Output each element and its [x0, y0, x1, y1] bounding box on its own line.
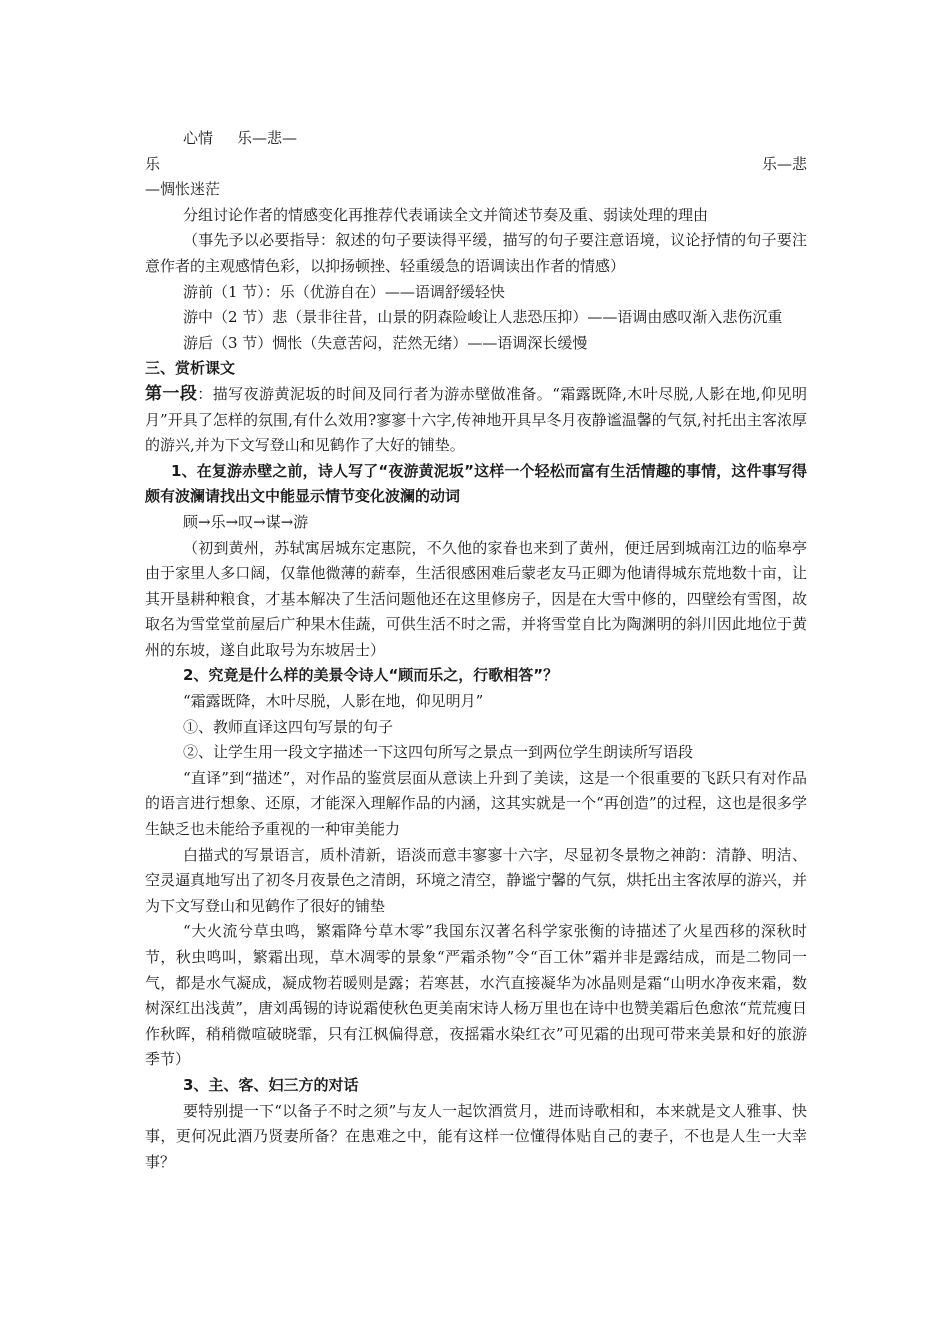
question-two-paragraph-one: “直译”到“描述”，对作品的鉴赏层面从意读上升到了美读，这是一个很重要的飞跃只有对作品的语言进行想象、还原，才能深入理解作品的内涵，这其实就是一个“再创造”的过程，这也是很多学生缺乏也未能给予重视的一种审美能力: [145, 768, 807, 839]
question-one-verbs: 顾→乐→叹→谋→游: [183, 512, 309, 531]
question-two-quote: “霜露既降，木叶尽脱，人影在地，仰见明月”: [183, 692, 484, 711]
section-after-tour: 游后（3 节）惆怅（失意苦闷，茫然无绪）——语调深长缓慢: [183, 333, 588, 352]
reading-guidance: （事先予以必要指导：叙述的句子要读得平缓，描写的句子要注意语境，议论抒情的句子要注意作者的主观感情色彩，以抑扬顿挫、轻重缓急的语调读出作者的情感）: [145, 231, 807, 275]
question-two-paragraph-two: 白描式的写景语言，质朴清新，语淡而意丰寥寥十六字，尽显初冬景物之神韵：清静、明洁、空灵逼真地写出了初冬月夜景色之清朗，环境之清空，静谧宁馨的气氛，烘托出主客浓厚的游兴，并为下文写登山和见鹤作了很好的铺垫: [145, 845, 807, 915]
question-one-note: （初到黄州，苏轼寓居城东定惠院，不久他的家眷也来到了黄州，便迁居到城南江边的临皋亭由于家里人多口阔，仅靠他微薄的薪奉，生活很感困难后蒙老友马正卿为他请得城东荒地数十亩，让其开垦耕种粮食，才基本解决了生活问题他还在这里修房子，因是在大雪中修的，四壁绘有雪图，故取名为雪堂堂前屋后广种果木佳蔬，可供生活不时之需，并将雪堂自比为陶渊明的斜川因此地位于黄州的东坡，遂自此取号为东坡居士）: [145, 538, 807, 659]
mood-right: 乐—悲: [761, 154, 807, 173]
paragraph-one-text: ：描写夜游黄泥坂的时间及同行者为游赤壁做准备。“霜露既降,木叶尽脱,人影在地,仰见明月”开具了怎样的氛围,有什么效用?寥寥十六字,传神地开具早冬月夜静谧温馨的气氛,衬托出主客浓厚的游兴,并为下文写登山和见鹤作了大好的铺垫。: [145, 384, 807, 455]
mood-end: —惆怅迷茫: [145, 180, 221, 199]
question-one-heading: 1、在复游赤壁之前，诗人写了“夜游黄泥坂”这样一个轻松而富有生活情趣的事情，这件事写得颇有波澜请找出文中能显示情节变化波澜的动词: [145, 461, 807, 506]
question-three-paragraph: 要特别提一下“以备子不时之须”与友人一起饮酒赏月，进而诗歌相和，本来就是文人雅事、快事，更何况此酒乃贤妻所备？在患难之中，能有这样一位懂得体贴自己的妻子，不也是人生一大幸事？: [145, 1101, 807, 1171]
mood-sequence-start: 乐—悲—: [237, 129, 298, 147]
section-before-tour: 游前（1 节）：乐（优游自在）——语调舒缓轻快: [183, 282, 505, 301]
question-two-paragraph-three: “大火流兮草虫鸣，繁霜降兮草木零”我国东汉著名科学家张衡的诗描述了火星西移的深秋时节，秋虫鸣叫，繁霜出现，草木凋零的景象“严霜杀物”令“百工休”霜并非是露结成，而是二物同一气，都是水气凝成，凝成物若暖则是露；若寒甚，水汽直接凝华为冰晶则是霜“山明水净夜来霜，数树深红出浅黄”，唐刘禹锡的诗说霜使秋色更美南宋诗人杨万里也在诗中也赞美霜后色愈浓“荒荒瘦日作秋晖，稍稍微喧破晓霏，只有江枫偏得意，夜摇霜水染红衣”可见霜的出现可带来美景和好的旅游季节）: [145, 922, 807, 1069]
question-two-heading: 2、究竟是什么样的美景令诗人“顾而乐之，行歌相答”？: [183, 666, 559, 685]
section-heading: 三、赏析课文: [145, 359, 236, 378]
question-two-step-one: ①、教师直译这四句写景的句子: [183, 717, 394, 736]
mood-label: 心情: [183, 129, 214, 147]
mood-line: [145, 126, 807, 152]
question-three-heading: 3、主、客、妇三方的对话: [183, 1075, 359, 1094]
question-two-step-two: ②、让学生用一段文字描述一下这四句所写之景点一到两位学生朗读所写语段: [183, 743, 694, 762]
mood-line-continued: [145, 152, 807, 178]
discussion-task: 分组讨论作者的情感变化再推荐代表诵读全文并简述节奏及重、弱读处理的理由: [183, 205, 709, 224]
paragraph-one-label: 第一段: [145, 383, 198, 404]
mood-left: 乐: [145, 154, 161, 173]
paragraph-one: [145, 382, 807, 459]
section-during-tour: 游中（2 节）悲（景非往昔，山景的阴森险峻让人悲恐压抑）——语调由感叹渐入悲伤沉重: [183, 308, 783, 327]
document-page: [145, 126, 807, 1175]
